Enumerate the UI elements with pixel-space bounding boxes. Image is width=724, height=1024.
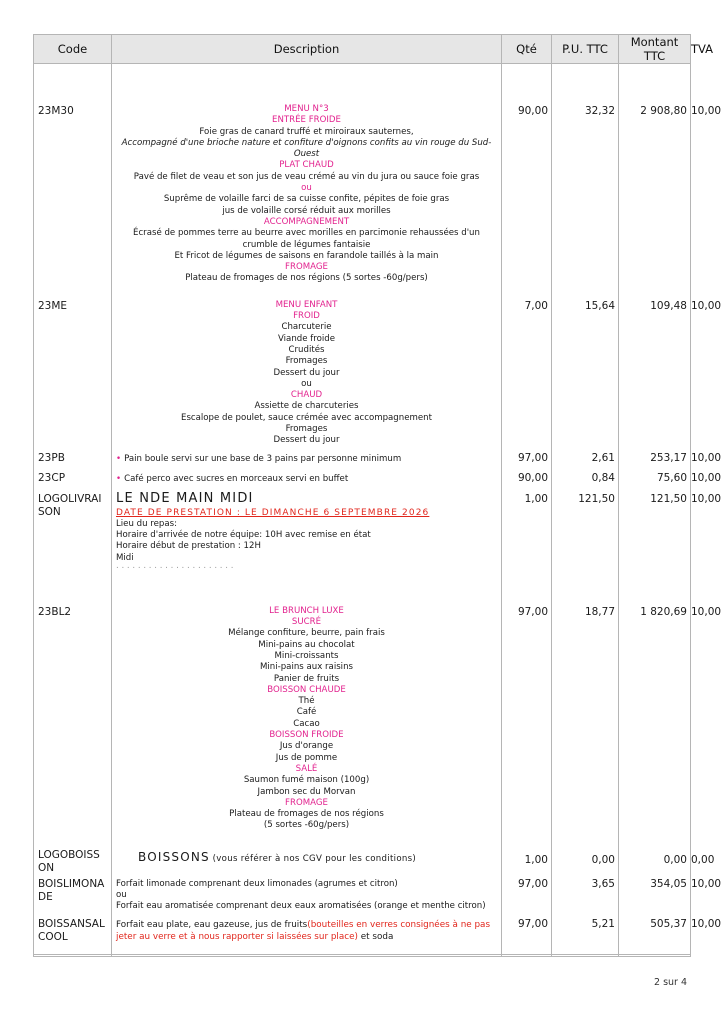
row-unit-price: 18,77 xyxy=(552,603,619,846)
row-code: LOGOBOISSON xyxy=(34,846,112,875)
row-qty: 7,00 xyxy=(502,285,552,448)
table-row: 23CP • Café perco avec sucres en morceaux servi en buffet 90,00 0,84 75,60 10,00 xyxy=(34,468,691,488)
description-line: Escalope de poulet, sauce crémée avec accompagnement xyxy=(181,412,432,423)
row-unit-price: 15,64 xyxy=(552,285,619,448)
row-qty: 97,00 xyxy=(502,875,552,915)
description-line: Mélange confiture, beurre, pain frais xyxy=(228,628,385,639)
row-description xyxy=(112,875,502,915)
service-date: DATE DE PRESTATION : LE DIMANCHE 6 SEPTEMBRE 2026 xyxy=(116,507,430,518)
section-title: BOISSONS xyxy=(138,849,210,864)
description-line: Plateau de fromages de nos régions (5 sortes -60g/pers) xyxy=(185,273,428,284)
invoice-table-container xyxy=(33,34,722,957)
section-heading: SUCRÉ xyxy=(291,617,322,628)
truncated-text-fragment: . . . . . . . . . . . . . . . . . . . . . . xyxy=(116,563,234,571)
header-code: Code xyxy=(34,35,112,64)
description-line: Panier de fruits xyxy=(273,673,340,684)
footer-divider xyxy=(33,954,690,955)
menu-title: MENU N°3 xyxy=(284,104,329,114)
row-qty: 1,00 xyxy=(502,488,552,603)
row-code: BOISLIMONADE xyxy=(34,875,112,915)
row-amount: 1 820,69 xyxy=(619,603,691,846)
row-description xyxy=(112,285,502,448)
table-row: 23PB • Pain boule servi sur une base de 3 pains par personne minimum 97,00 2,61 253,17 10,00 xyxy=(34,448,691,468)
section-heading: ACCOMPAGNEMENT xyxy=(263,216,350,227)
row-amount: 121,50 xyxy=(619,488,691,603)
row-amount: 505,37 xyxy=(619,915,691,957)
row-description xyxy=(112,915,502,957)
description-line: ou xyxy=(116,890,127,901)
description-line: Horaire d'arrivée de notre équipe: 10H avec remise en état xyxy=(116,530,371,541)
description-note: (vous référer à nos CGV pour les conditions) xyxy=(212,853,417,864)
row-qty: 1,00 xyxy=(502,846,552,875)
row-amount: 75,60 xyxy=(619,468,691,488)
description-line: Crudités xyxy=(288,344,325,355)
row-unit-price: 32,32 xyxy=(552,64,619,285)
row-amount: 0,00 xyxy=(619,846,691,875)
description-line: Midi xyxy=(116,552,134,563)
description-line: jus de volaille corsé réduit aux morilles xyxy=(222,205,391,216)
row-description xyxy=(112,846,502,875)
deposit-warning: (bouteilles en verres consignées à ne pas jeter au verre et à nous rapporter si laissées sur place) xyxy=(116,919,491,943)
table-row: BOISSANSALCOOL Forfait eau plate, eau gazeuse, jus de fruits(bouteilles en verres consignées à ne pas jeter au verre et à nous rapporter si laissées sur place) et soda 97,00 5,21 505,37 10,00 xyxy=(34,915,691,957)
row-code: LOGOLIVRAISON xyxy=(34,488,112,603)
row-description xyxy=(112,603,502,846)
row-description xyxy=(112,448,502,468)
header-qty: Qté xyxy=(502,35,552,64)
row-amount: 109,48 xyxy=(619,285,691,448)
description-line: Fromages xyxy=(285,424,328,435)
page-number: 2 sur 4 xyxy=(654,977,688,988)
description-line: Charcuterie xyxy=(281,322,332,333)
description-line: Écrasé de pommes terre au beurre avec morilles en parcimonie rehaussées d'un crumble de légumes fantaisie xyxy=(133,228,480,250)
header-description: Description xyxy=(112,35,502,64)
section-heading: FROID xyxy=(293,311,320,322)
description-line: Dessert du jour xyxy=(273,435,340,446)
description-line: Pavé de filet de veau et son jus de veau crémé au vin du jura ou sauce foie gras xyxy=(133,171,480,182)
description-line: Plateau de fromages de nos régions xyxy=(229,809,384,820)
description-line: Pain boule servi sur une base de 3 pains par personne minimum xyxy=(124,453,402,464)
section-heading: FROMAGE xyxy=(285,262,328,273)
description-line: Horaire début de prestation : 12H xyxy=(116,541,261,552)
table-row: LOGOBOISSON BOISSONS (vous référer à nos CGV pour les conditions) 1,00 0,00 0,00 0,00 xyxy=(34,846,691,875)
description-line: Forfait eau aromatisée comprenant deux eaux aromatisées (orange et menthe citron) xyxy=(116,901,486,912)
menu-title: MENU ENFANT xyxy=(275,299,338,310)
invoice-lines-table xyxy=(33,34,722,957)
table-header-row: Code Description Qté P.U. TTC Montant TTC TVA xyxy=(34,35,691,64)
description-line: Lieu du repas: xyxy=(116,518,177,529)
row-description xyxy=(112,468,502,488)
row-qty: 90,00 xyxy=(502,64,552,285)
description-line: (5 sortes -60g/pers) xyxy=(263,820,350,831)
row-unit-price: 2,61 xyxy=(552,448,619,468)
description-line: Mini-croissants xyxy=(274,650,339,661)
row-amount: 354,05 xyxy=(619,875,691,915)
description-line: Forfait limonade comprenant deux limonades (agrumes et citron) xyxy=(116,878,398,889)
table-row: LOGOLIVRAISON LE NDE MAIN MIDI DATE DE PRESTATION : LE DIMANCHE 6 SEPTEMBRE 2026 Lieu du repas: Horaire d'arrivée de notre équipe: 10H avec remise en état Horaire début de prestation : 12H Midi . . . . . . . . . . . . . . . . . . . . . . 1,00 121,50 121,50 10,00 xyxy=(34,488,691,603)
header-amount: Montant TTC xyxy=(619,35,691,64)
description-line: Café perco avec sucres en morceaux servi en buffet xyxy=(124,473,349,484)
row-unit-price: 5,21 xyxy=(552,915,619,957)
description-line: Dessert du jour xyxy=(273,367,340,378)
description-line: Fromages xyxy=(285,356,328,367)
section-heading: PLAT CHAUD xyxy=(279,160,334,171)
section-heading: BOISSON FROIDE xyxy=(269,730,344,741)
row-description xyxy=(112,488,502,603)
row-unit-price: 0,00 xyxy=(552,846,619,875)
description-line: Jus de pomme xyxy=(275,752,338,763)
row-unit-price: 121,50 xyxy=(552,488,619,603)
row-code: 23BL2 xyxy=(34,603,112,846)
description-line: ou xyxy=(301,183,312,194)
section-heading: CHAUD xyxy=(290,390,323,401)
description-line: Foie gras de canard truffé et miroiraux sauternes, xyxy=(199,126,414,137)
row-code: 23CP xyxy=(34,468,112,488)
description-line: Jambon sec du Morvan xyxy=(257,786,356,797)
section-title: LE NDE MAIN MIDI xyxy=(116,490,254,506)
row-amount: 2 908,80 xyxy=(619,64,691,285)
row-amount: 253,17 xyxy=(619,448,691,468)
description-line: et soda xyxy=(360,932,394,943)
section-heading: ENTRÉE FROIDE xyxy=(272,115,341,126)
row-qty: 97,00 xyxy=(502,603,552,846)
section-heading: BOISSON CHAUDE xyxy=(267,684,346,695)
description-line: Assiette de charcuteries xyxy=(254,401,359,412)
row-qty: 97,00 xyxy=(502,448,552,468)
table-row: 23M30 MENU N°3 ENTRÉE FROIDE Foie gras de canard truffé et miroiraux sauternes, Accompagné d'une brioche nature et confiture d'oignons confits au vin rouge du Sud-Ouest PLAT CHAUD Pavé de filet de veau et son jus de veau crémé au vin du jura ou sauce foie gras ou Suprême de volaille farci de sa cuisse confite, pépites de foie gras jus de volaille corsé réduit aux morilles ACCOMPAGNEMENT Écrasé de pommes terre au beurre avec morilles en parcimonie rehaussées d'un crumble de légumes fantaisie Et Fricot de légumes de saisons en farandole taillés à la main FROMAGE Plateau de fromages de nos régions (5 sortes -60g/pers) 90,00 32,32 2 908,80 10,00 xyxy=(34,64,691,285)
bullet-icon: • xyxy=(116,453,122,464)
row-unit-price: 0,84 xyxy=(552,468,619,488)
header-unit-price: P.U. TTC xyxy=(552,35,619,64)
description-line: Jus d'orange xyxy=(279,741,334,752)
table-row: BOISLIMONADE Forfait limonade comprenant deux limonades (agrumes et citron) ou Forfait eau aromatisée comprenant deux eaux aromatisées (orange et menthe citron) 97,00 3,65 354,05 10,00 xyxy=(34,875,691,915)
description-line: Accompagné d'une brioche nature et confiture d'oignons confits au vin rouge du Sud-Ouest xyxy=(121,137,492,160)
table-row: 23BL2 LE BRUNCH LUXE SUCRÉ Mélange confiture, beurre, pain frais Mini-pains au chocolat Mini-croissants Mini-pains aux raisins Panier de fruits BOISSON CHAUDE Thé Café Cacao BOISSON FROIDE Jus d'orange Jus de pomme SALÉ Saumon fumé maison (100g) Jambon sec du Morvan FROMAGE Plateau de fromages de nos régions (5 sortes -60g/pers) 97,00 18,77 1 820,69 10,00 xyxy=(34,603,691,846)
section-heading: SALÉ xyxy=(295,763,318,774)
description-line: Viande froide xyxy=(277,333,336,344)
row-code: 23M30 xyxy=(34,64,112,285)
row-code: 23PB xyxy=(34,448,112,468)
description-line: Suprême de volaille farci de sa cuisse confite, pépites de foie gras xyxy=(163,194,450,205)
description-line: ou xyxy=(301,378,312,389)
description-line: Saumon fumé maison (100g) xyxy=(243,775,370,786)
description-line: Thé xyxy=(298,696,315,707)
section-heading: FROMAGE xyxy=(285,797,328,808)
description-line: Mini-pains aux raisins xyxy=(259,662,353,673)
row-code: BOISSANSALCOOL xyxy=(34,915,112,957)
description-line: Et Fricot de légumes de saisons en farandole taillés à la main xyxy=(174,250,439,261)
row-description xyxy=(112,64,502,285)
row-code: 23ME xyxy=(34,285,112,448)
bullet-icon: • xyxy=(116,473,122,484)
menu-title: LE BRUNCH LUXE xyxy=(269,605,344,616)
row-qty: 90,00 xyxy=(502,468,552,488)
description-line: Forfait eau plate, eau gazeuse, jus de fruits xyxy=(116,919,308,930)
description-line: Cacao xyxy=(293,718,320,729)
description-line: Café xyxy=(296,707,317,718)
table-row: 23ME MENU ENFANT FROID Charcuterie Viande froide Crudités Fromages Dessert du jour ou CHAUD Assiette de charcuteries Escalope de poulet, sauce crémée avec accompagnement Fromages Dessert du jour 7,00 15,64 109,48 10,00 xyxy=(34,285,691,448)
row-unit-price: 3,65 xyxy=(552,875,619,915)
description-line: Mini-pains au chocolat xyxy=(258,639,355,650)
row-qty: 97,00 xyxy=(502,915,552,957)
